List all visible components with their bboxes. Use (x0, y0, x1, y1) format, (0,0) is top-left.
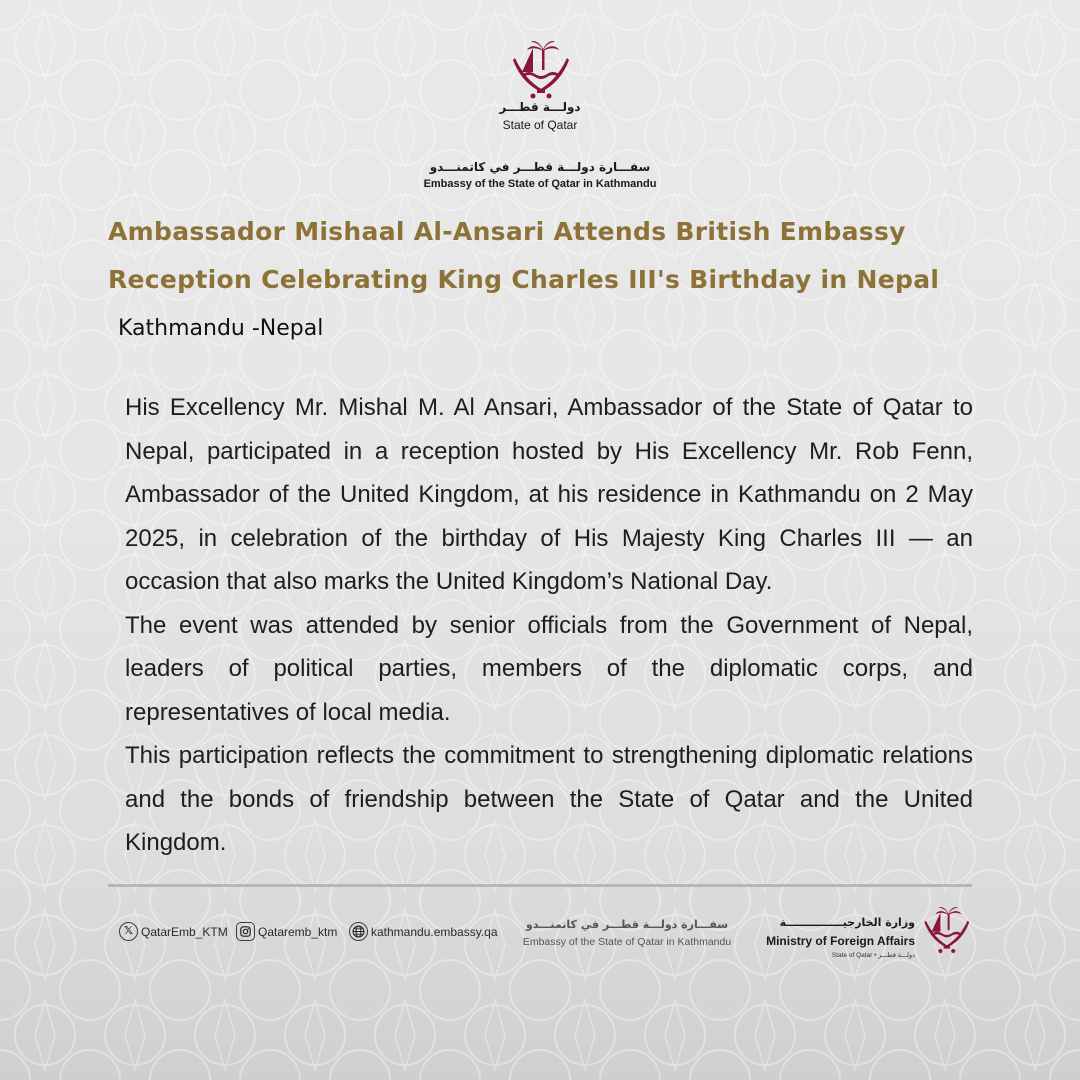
qatar-emblem-icon (505, 36, 575, 106)
ministry-emblem-icon (918, 902, 974, 960)
headline (108, 208, 988, 304)
paragraph-1: His Excellency Mr. Mishal M. Al Ansari, Ambassador of the State of Qatar to Nepal, participated in a reception hosted by His Excellency Mr. Rob Fenn, Ambassador of the United Kingdom, at his residence in Kathmandu on 2 May 2025, in celebration of the birthday of His Majesty King Charles III — an occasion that also marks the United Kingdom’s National Day. (125, 394, 973, 595)
paragraph-2: The event was attended by senior officials from the Government of Nepal, leaders of political parties, members of the diplomatic corps, and representatives of local media. (125, 611, 973, 726)
website-url: kathmandu.embassy.qa (371, 924, 498, 939)
dateline-location: Kathmandu -Nepal (118, 316, 324, 341)
emblem-english-label: State of Qatar (502, 118, 578, 132)
instagram-icon (236, 922, 255, 941)
social-x-link[interactable] (119, 922, 228, 941)
ministry-arabic-label: وزارة الخارجيـــــــــــــــة (779, 916, 915, 929)
headline-line-1: Ambassador Mishaal Al-Ansari Attends British Embassy (108, 217, 906, 246)
embassy-arabic-title: سفـــارة دولـــة قطـــر في كاتمنـــدو (429, 160, 651, 174)
ministry-english-label: Ministry of Foreign Affairs (766, 934, 915, 948)
footer-divider (108, 884, 972, 887)
website-link[interactable] (349, 922, 498, 941)
embassy-english-title: Embassy of the State of Qatar in Kathmandu (423, 178, 657, 190)
social-handle-instagram: Qataremb_ktm (258, 924, 338, 939)
emblem-arabic-label: دولـــة قطـــر (499, 100, 581, 114)
article-body (125, 386, 973, 865)
footer-embassy-english: Embassy of the State of Qatar in Kathmandu (522, 936, 732, 948)
social-handle-x: QatarEmb_KTM (141, 924, 228, 939)
paragraph-3: This participation reflects the commitment to strengthening diplomatic relations and the bonds of friendship between the State of Qatar and the United Kingdom. (125, 742, 973, 856)
footer-embassy-arabic: سفـــارة دولـــة قطـــر في كاتمنـــدو (525, 918, 729, 931)
globe-icon (349, 922, 368, 941)
headline-line-2: Reception Celebrating King Charles III's Birthday in Nepal (108, 265, 940, 294)
social-instagram-link[interactable] (236, 922, 337, 941)
x-icon: 𝕏 (119, 922, 138, 941)
ministry-state-label: State of Qatar • دولـــة قطـــر (831, 952, 915, 959)
